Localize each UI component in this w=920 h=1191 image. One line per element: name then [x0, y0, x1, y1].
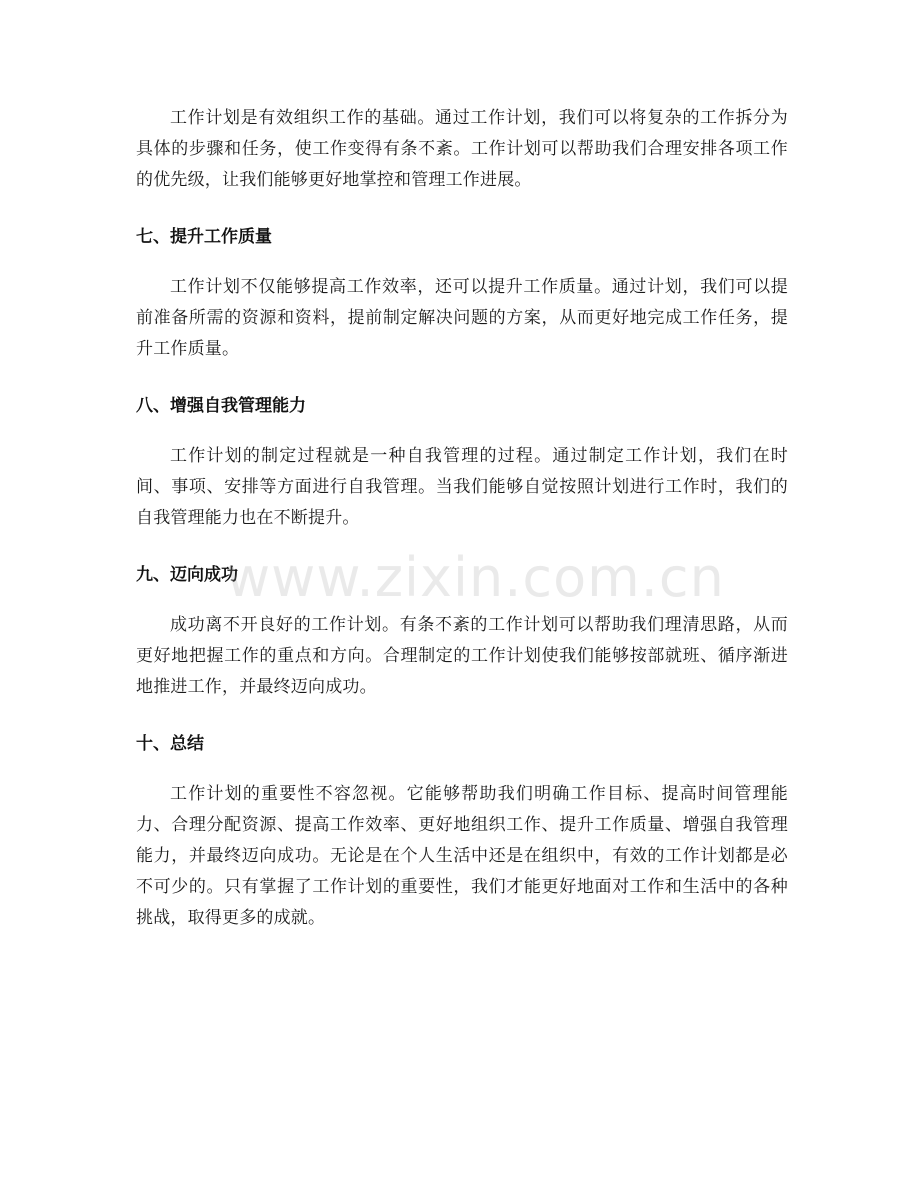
intro-paragraph: 工作计划是有效组织工作的基础。通过工作计划，我们可以将复杂的工作拆分为具体的步骤和任务，使工作变得有条不紊。工作计划可以帮助我们合理安排各项工作的优先级，让我们能够更好地掌控和管理工作进展。 — [136, 108, 788, 190]
section-heading-9: 九、迈向成功 — [136, 565, 238, 585]
document-body — [136, 103, 788, 934]
watermark-text: www.zixin.com.cn — [226, 546, 725, 609]
section-paragraph-9: 成功离不开良好的工作计划。有条不紊的工作计划可以帮助我们理清思路，从而更好地把握工作的重点和方向。合理制定的工作计划使我们能够按部就班、循序渐进地推进工作，并最终迈向成功。 — [136, 615, 788, 697]
section-paragraph-7: 工作计划不仅能够提高工作效率，还可以提升工作质量。通过计划，我们可以提前准备所需的资源和资料，提前制定解决问题的方案，从而更好地完成工作任务，提升工作质量。 — [136, 277, 788, 359]
section-heading-8: 八、增强自我管理能力 — [136, 396, 306, 416]
section-paragraph-10: 工作计划的重要性不容忽视。它能够帮助我们明确工作目标、提高时间管理能力、合理分配资源、提高工作效率、更好地组织工作、提升工作质量、增强自我管理能力，并最终迈向成功。无论是在个人生活中还是在组织中，有效的工作计划都是必不可少的。只有掌握了工作计划的重要性，我们才能更好地面对工作和生活中的各种挑战，取得更多的成就。 — [136, 784, 788, 928]
section-heading-7: 七、提升工作质量 — [136, 227, 272, 247]
section-paragraph-8: 工作计划的制定过程就是一种自我管理的过程。通过制定工作计划，我们在时间、事项、安排等方面进行自我管理。当我们能够自觉按照计划进行工作时，我们的自我管理能力也在不断提升。 — [136, 446, 788, 528]
section-heading-10: 十、总结 — [136, 734, 204, 754]
